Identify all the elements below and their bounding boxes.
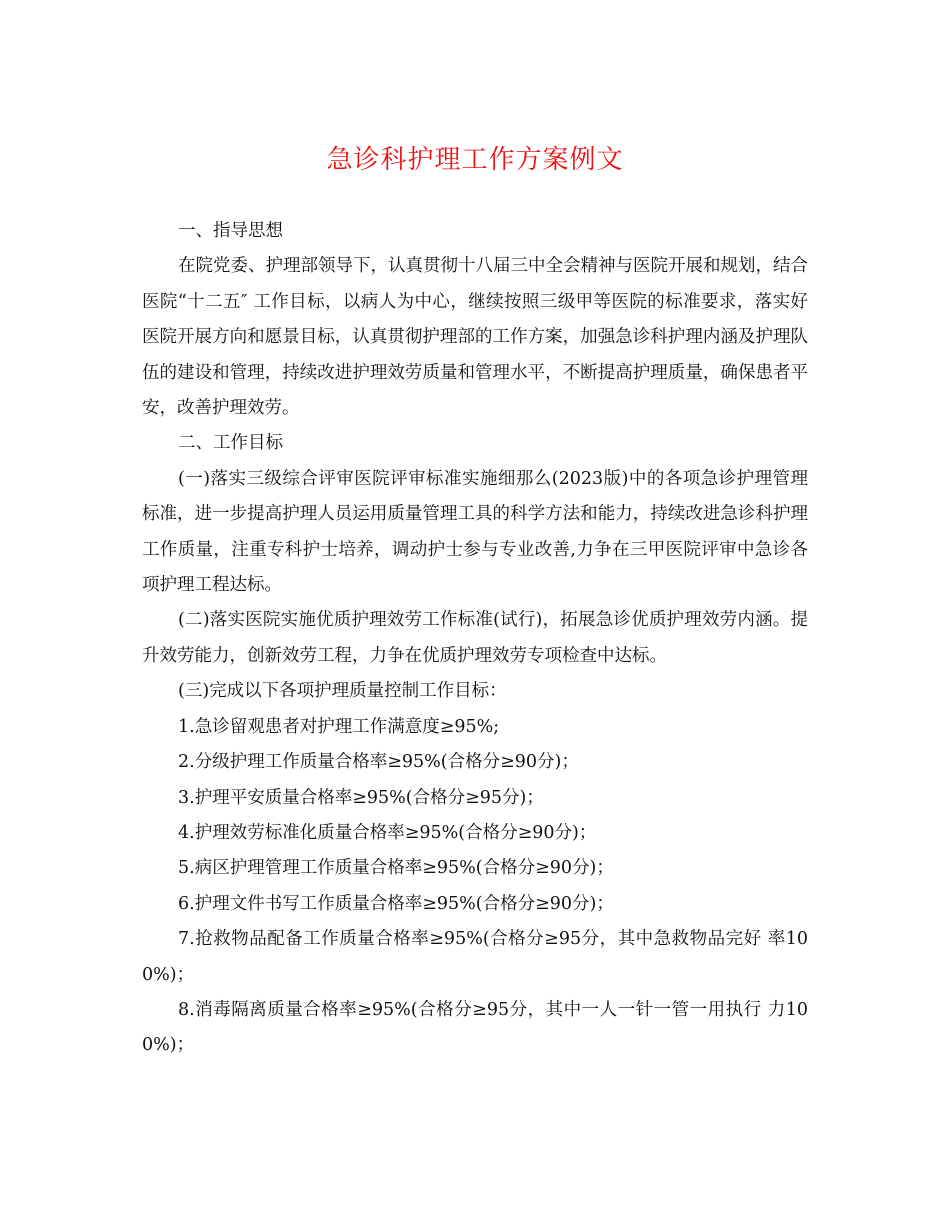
list-item: 7.抢救物品配备工作质量合格率≥95%(合格分≥95分，其中急救物品完好 率100%)； [142,929,808,985]
paragraph-goal-1: (一)落实三级综合评审医院评审标准实施细那么(2023版)中的各项急诊护理管理标准，进一步提高护理人员运用质量管理工具的科学方法和能力，持续改进急诊科护理工作质量，注重专科护士培养，调动护士参与专业改善,力争在三甲医院评审中急诊各项护理工程达标。 [142,468,808,596]
document-body [142,214,808,1064]
paragraph-goal-3: (三)完成以下各项护理质量控制工作目标： [178,681,507,702]
document-title: 急诊科护理工作方案例文 [326,145,624,175]
list-item: 4.护理效劳标准化质量合格率≥95%(合格分≥90分)； [178,822,597,843]
list-item: 5.病区护理管理工作质量合格率≥95%(合格分≥90分)； [178,858,614,879]
list-item: 6.护理文件书写工作质量合格率≥95%(合格分≥90分)； [178,893,614,914]
section-heading-guiding-ideology: 一、指导思想 [178,221,283,241]
list-item: 1.急诊留观患者对护理工作满意度≥95%; [178,716,500,737]
list-item: 8.消毒隔离质量合格率≥95%(合格分≥95分，其中一人一针一管一用执行 力100%)； [142,999,808,1056]
section-heading-work-goals: 二、工作目标 [178,433,283,454]
list-item: 2.分级护理工作质量合格率≥95%(合格分≥90分)； [178,752,579,773]
paragraph-goal-2: (二)落实医院实施优质护理效劳工作标准(试行)，拓展急诊优质护理效劳内涵。提升效劳能力，创新效劳工程，力争在优质护理效劳专项检查中达标。 [142,610,808,666]
paragraph-guiding-ideology: 在院党委、护理部领导下，认真贯彻十八届三中全会精神与医院开展和规划，结合医院“十二五″ 工作目标，以病人为中心，继续按照三级甲等医院的标准要求，落实好医院开展方向和愿景目标，认真贯彻护理部的工作方案，加强急诊科护理内涵及护理队伍的建设和管理，持续改进护理效劳质量和管理水平，不断提高护理质量，确保患者平安，改善护理效劳。 [142,256,808,419]
list-item: 3.护理平安质量合格率≥95%(合格分≥95分)； [178,787,544,808]
